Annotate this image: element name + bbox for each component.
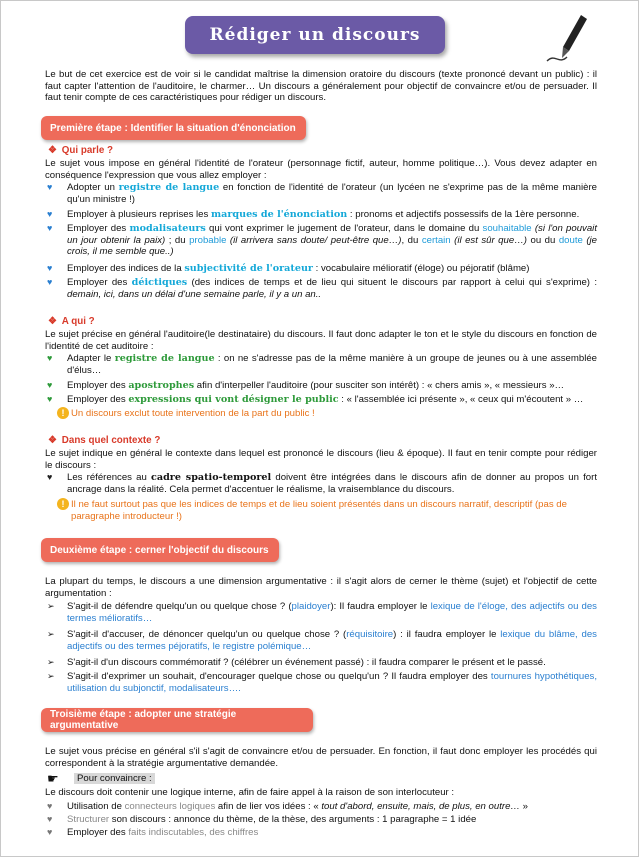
paragraph-convaincre: Le discours doit contenir une logique interne, afin de faire appel à la raison de son interlocuteur : [45,787,455,798]
paragraph-contexte: Le sujet indique en général le contexte dans lequel est prononcé le discours (lieu & époque). Il faut en tenir compte pour rédiger le discours : [45,448,597,471]
subheading-label: A qui ? [61,316,95,327]
keyword: apostrophes [128,380,195,391]
text: ): Il faudra employer le [330,601,431,612]
list-item [47,223,597,258]
list-item [47,182,598,205]
arrow-bullet-icon: ➢ [47,601,55,611]
text: Employer des [67,277,132,288]
keyword: plaidoyer [291,601,331,612]
text: ) : il faudra employer le [393,629,501,640]
subheading-qui-parle [48,145,113,156]
arrow-bullet-icon: ➢ [47,629,55,639]
text: (il arrivera sans doute/ peut-être que…) [226,234,402,246]
text: S'agit-il d'exprimer un souhait, d'encourager quelque chose ou quelqu'un ? Il faudra employer des [67,671,491,682]
paragraph-step2: La plupart du temps, le discours a une dimension argumentative : il s'agit alors de cerner le thème (sujet) et l'objectif de cette argumentation : [45,576,597,599]
heart-bullet-icon: ♥ [47,277,53,287]
text: S'agit-il de défendre quelqu'un ou quelque chose ? ( [67,601,292,612]
keyword: connecteurs logiques [124,801,216,812]
text: son discours : annonce du thème, de la thèse, des arguments : 1 paragraphe = 1 idée [109,814,477,825]
keyword: réquisitoire [346,629,394,640]
text: Adapter le [67,353,115,364]
warning-icon: ! [57,498,69,510]
heart-bullet-icon: ♥ [47,814,53,824]
list-item [47,209,597,221]
text: qui vont exprimer le jugement de l'orateur, dans le domaine du [205,223,483,234]
text: demain, ici, dans un délai d'une semaine parle, il y a un an.. [67,288,322,300]
warning-note [61,408,597,420]
page-title: Rédiger un discours [185,16,445,54]
pointing-hand-icon: ☛ [47,771,59,786]
paragraph-step3: Le sujet vous précise en général s'il s'agit de convaincre et/ou de persuader. En fonction, il faut donc employer les procédés qui correspondent à la stratégie argumentative demandée. [45,746,597,769]
keyword: déictiques [131,277,188,288]
warning-icon: ! [57,407,69,419]
text: (si l'on pouvait un jour obtenir la paix) [67,223,597,246]
keyword: lexique de l'éloge, des adjectifs ou des termes mélioratifs… [67,601,597,624]
heart-bullet-icon: ♥ [47,353,53,363]
section-heading-step1: Première étape : Identifier la situation d'énonciation [41,116,306,140]
intro-paragraph: Le but de cet exercice est de voir si le candidat maîtrise la dimension oratoire du discours (texte prononcé devant un public) : il faut capter l'attention de l'auditoire, le charmer… Un discours a généralement pour objectif de convaincre et/ou de persuader. Il faut tenir compte de ces caractéristiques pour rédiger un discours. [45,69,597,104]
heart-bullet-icon: ♥ [47,827,53,837]
text: : on ne s'adresse pas de la même manière à un groupe de jeunes ou à une assemblée d'élus… [67,353,597,376]
list-item [47,801,597,813]
heart-bullet-icon: ♥ [47,380,53,390]
keyword: modalisateurs [129,223,206,234]
list-item [47,263,597,275]
text: afin de lier vos idées : « [215,801,322,812]
text: tout d'abord, ensuite, mais, de plus, en outre… [321,801,521,812]
heart-bullet-icon: ♥ [47,209,53,219]
heart-bullet-icon: ♥ [47,223,53,233]
text: S'agit-il d'accuser, de dénoncer quelqu'un ou quelque chose ? ( [67,629,347,640]
keyword: Structurer [67,814,110,825]
section-heading-step2: Deuxième étape : cerner l'objectif du discours [41,538,279,562]
keyword: marques de l'énonciation [210,209,348,220]
pen-icon [541,9,591,69]
keyword: registre de langue [114,353,215,364]
text: Employer des [67,827,129,838]
keyword: subjectivité de l'orateur [184,263,313,274]
list-item [47,814,597,826]
list-item [47,353,597,376]
text: (il est sûr que…) [450,234,527,246]
list-item [47,277,597,300]
diamond-icon: ❖ [48,145,57,156]
warning-note [61,499,597,522]
keyword: souhaitable [482,223,532,234]
text: Employer des [67,223,130,234]
heart-bullet-icon: ♥ [47,472,53,482]
keyword: expressions qui vont désigner le public [128,394,339,405]
heart-bullet-icon: ♥ [47,801,53,811]
keyword: lexique du blâme, des adjectifs ou des termes péjoratifs, le registre polémique… [67,629,597,652]
arrow-bullet-icon: ➢ [47,671,55,681]
section-heading-step3: Troisième étape : adopter une stratégie argumentative [41,708,313,732]
keyword: faits indiscutables, des chiffres [128,827,259,838]
diamond-icon: ❖ [48,316,57,327]
text: Employer des [67,380,129,391]
keyword: cadre spatio-temporel [151,472,272,483]
text: Employer des [67,394,129,405]
keyword: probable [189,234,227,246]
heart-bullet-icon: ♥ [47,182,53,192]
text: (je crois, il me semble que..) [67,234,597,258]
heart-bullet-icon: ♥ [47,394,53,404]
list-item [47,380,597,392]
list-item [47,671,598,694]
text: Les références au [67,472,152,483]
pour-convaincre-label: Pour convaincre : [74,773,155,784]
list-item [47,601,597,624]
text: » [520,801,529,812]
keyword: registre de langue [118,182,220,193]
text: afin d'interpeller l'auditoire (pour susciter son intérêt) : « chers amis », « messieurs »… [194,380,565,391]
text: Utilisation de [67,801,125,812]
list-item [47,827,597,839]
paragraph-qui-parle: Le sujet vous impose en général l'identité de l'orateur (personnage fictif, auteur, homme politique…). Vous devez adapter en conséquence l'expression que vous allez employer : [45,158,597,181]
subheading-label: Dans quel contexte ? [61,435,161,446]
keyword: tournures hypothétiques, utilisation du subjonctif, modalisateurs…. [67,671,598,694]
text: : pronoms et adjectifs possessifs de la 1ère personne. [347,209,580,220]
text: Employer à plusieurs reprises les [67,209,211,220]
text: S'agit-il d'un discours commémoratif ? (célébrer un événement passé) : il faudra comparer le présent et le passé. [67,657,546,668]
text: en fonction de l'identité de l'orateur (un lycéen ne s'exprime pas de la même manière qu'un ministre !) [67,182,598,205]
text: Un discours exclut toute intervention de la part du public ! [71,408,315,419]
text: ; du [165,234,190,246]
list-item [47,394,597,406]
list-item [47,472,597,495]
diamond-icon: ❖ [48,435,57,446]
subheading-contexte [48,435,160,446]
text: : vocabulaire mélioratif (éloge) ou péjoratif (blâme) [312,263,530,274]
keyword: doute [558,234,583,246]
list-item [47,657,597,669]
text: (des indices de temps et de lieu qui situent le discours par rapport à celui qui s'exprime) : [187,277,597,288]
subheading-a-qui [48,316,95,327]
text: doivent être intégrées dans le discours afin de donner au propos un fort ancrage dans la réalité. Cela permet d'accentuer le réalisme, la vraisemblance du discours. [67,472,597,495]
text: Employer des indices de la [67,263,185,274]
text: ou du [526,234,559,246]
text: : « l'assemblée ici présente », « ceux qui m'écoutent » … [338,394,584,405]
keyword: certain [421,234,451,246]
heart-bullet-icon: ♥ [47,263,53,273]
text: Il ne faut surtout pas que les indices de temps et de lieu soient présentés dans un discours narratif, descriptif (pas de paragraphe introducteur !) [71,499,567,522]
text: Adopter un [67,182,119,193]
paragraph-a-qui: Le sujet précise en général l'auditoire(le destinataire) du discours. Il faut donc adapter le ton et le style du discours en fonction de l'identité de cet auditoire : [45,329,597,352]
arrow-bullet-icon: ➢ [47,657,55,667]
list-item [47,629,597,652]
subheading-label: Qui parle ? [61,145,113,156]
text: , du [401,234,422,246]
